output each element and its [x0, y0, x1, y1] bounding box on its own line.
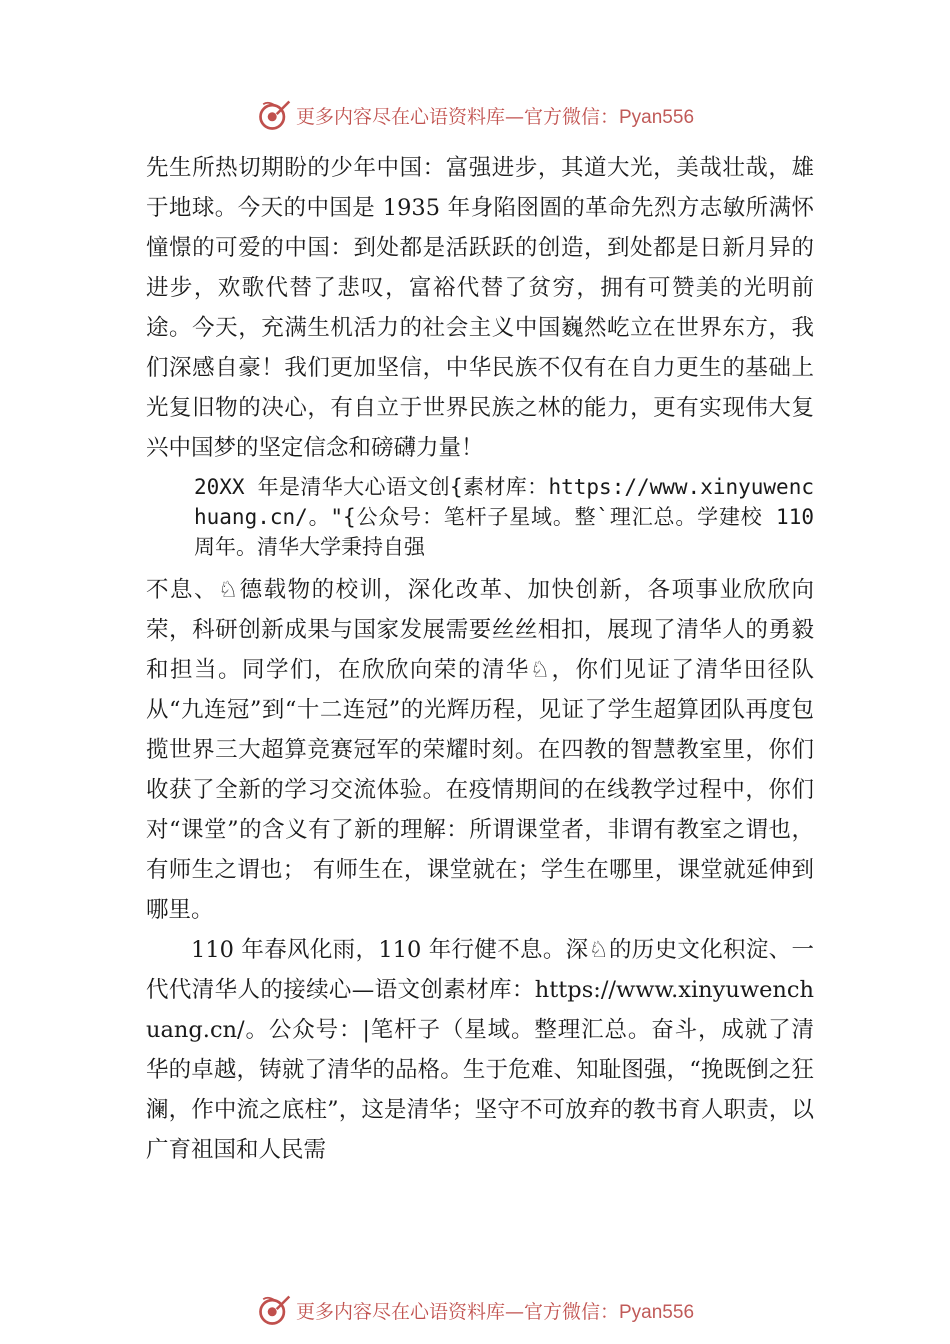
- watermark-header: [0, 95, 950, 135]
- pen-logo-icon: [256, 97, 292, 133]
- watermark-text: 更多内容尽在心语资料库—官方微信：Pyan556: [295, 105, 695, 128]
- paragraph-1: 先生所热切期盼的少年中国：富强进步，其道大光，美哉壮哉，雄于地球。今天的中国是 1935 年身陷囹圄的革命先烈方志敏所满怀憧憬的可爱的中国：到处都是活跃跃的创造，到处都是日新月异的进步，欢歌代替了悲叹，富裕代替了贫穷，拥有可赞美的光明前途。今天，充满生机活力的社会主义中国巍然屹立在世界东方，我们深感自豪！我们更加坚信，中华民族不仅有在自力更生的基础上光复旧物的决心，有自立于世界民族之林的能力，更有实现伟大复兴中国梦的坚定信念和磅礴力量！: [146, 155, 814, 461]
- paragraph-3: 不息、♘德载物的校训，深化改革、加快创新，各项事业欣欣向荣，科研创新成果与国家发展需要丝丝相扣，展现了清华人的勇毅和担当。同学们，在欣欣向荣的清华♘，你们见证了清华田径队从“九连冠”到“十二连冠”的光辉历程，见证了学生超算团队再度包揽世界三大超算竞赛冠军的荣耀时刻。在四教的智慧教室里，你们收获了全新的学习交流体验。在疫情期间的在线教学过程中，你们对“课堂”的含义有了新的理解：所谓课堂者，非谓有教室之谓也，有师生之谓也； 有师生在，课堂就在；学生在哪里，课堂就延伸到哪里。: [146, 577, 814, 923]
- document-body: [146, 148, 814, 1170]
- watermark-footer: [0, 1290, 950, 1330]
- paragraph-4: 110 年春风化雨，110 年行健不息。深♘的历史文化积淀、一代代清华人的接续心—语文创素材库：https://www.xinyuwenchuang.cn/。公众号：|笔杆子（星域。整理汇总。奋斗，成就了清华的卓越，铸就了清华的品格。生于危难、知耻图强，“挽既倒之狂澜，作中流之底柱”，这是清华；坚守不可放弃的教书育人职责，以广育祖国和人民需: [146, 937, 814, 1163]
- paragraph-2-source-note: 20XX 年是清华大心语文创{素材库：https://www.xinyuwenchuang.cn/。"{公众号：笔杆子星域。整`理汇总。学建校 110 周年。清华大学秉持自强: [194, 475, 814, 559]
- pen-logo-icon: [256, 1292, 292, 1328]
- watermark-text: 更多内容尽在心语资料库—官方微信：Pyan556: [295, 1300, 695, 1323]
